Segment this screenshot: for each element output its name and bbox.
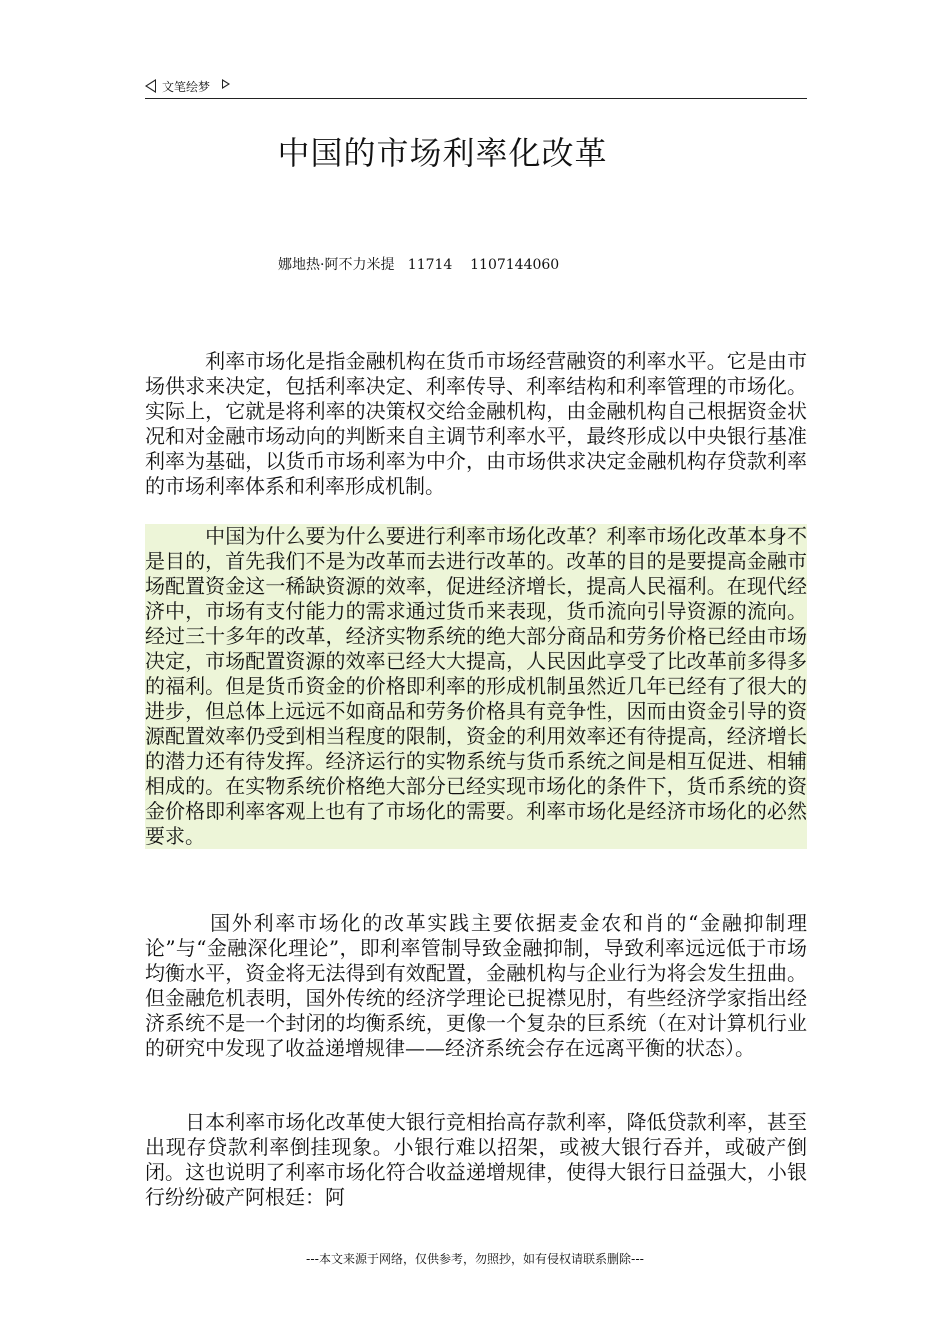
- site-name: 文笔绘梦: [162, 79, 211, 94]
- footer-notice: ---本文来源于网络，仅供参考，勿照抄，如有侵权请联系删除---: [306, 1252, 644, 1266]
- paragraph-japan-reform: 日本利率市场化改革使大银行竞相抬高存款利率，降低贷款利率，甚至出现存贷款利率倒挂现象。小银行难以招架，或被大银行吞并，或破产倒闭。这也说明了利率市场化符合收益递增规律，使得大银行日益强大，小银行纷纷破产阿根廷：阿: [145, 1110, 807, 1209]
- document-title: 中国的市场利率化改革: [277, 134, 608, 172]
- triangle-left-icon: [145, 79, 156, 93]
- page-header: [145, 74, 807, 99]
- paragraph-highlighted-reason: 中国为什么要为什么要进行利率市场化改革？利率市场化改革本身不是目的，首先我们不是为改革而去进行改革的。改革的目的是要提高金融市场配置资金这一稀缺资源的效率，促进经济增长，提高人民福利。在现代经济中，市场有支付能力的需求通过货币来表现，货币流向引导资源的流向。经过三十多年的改革，经济实物系统的绝大部分商品和劳务价格已经由市场决定，市场配置资源的效率已经大大提高，人民因此享受了比改革前多得多的福利。但是货币资金的价格即利率的形成机制虽然近几年已经有了很大的进步，但总体上远远不如商品和劳务价格具有竞争性，因而由资金引导的资源配置效率仍受到相当程度的限制，资金的利用效率还有待提高，经济增长的潜力还有待发挥。经济运行的实物系统与货币系统之间是相互促进、相辅相成的。在实物系统价格绝大部分已经实现市场化的条件下，货币系统的资金价格即利率客观上也有了市场化的需要。利率市场化是经济市场化的必然要求。: [145, 524, 807, 848]
- paragraph-definition: 利率市场化是指金融机构在货币市场经营融资的利率水平。它是由市场供求来决定，包括利率决定、利率传导、利率结构和利率管理的市场化。实际上，它就是将利率的决策权交给金融机构，由金融机构自己根据资金状况和对金融市场动向的判断来自主调节利率水平，最终形成以中央银行基准利率为基础，以货币市场利率为中介，由市场供求决定金融机构存贷款利率的市场利率体系和利率形成机制。: [145, 349, 807, 498]
- author-line: 娜地热·阿不力米提 11714 1107144060: [278, 257, 560, 273]
- paragraph-foreign-practice: 国外利率市场化的改革实践主要依据麦金农和肖的“金融抑制理论”与“金融深化理论”，即利率管制导致金融抑制，导致利率远远低于市场均衡水平，资金将无法得到有效配置，金融机构与企业行为将会发生扭曲。但金融危机表明，国外传统的经济学理论已捉襟见肘，有些经济学家指出经济系统不是一个封闭的均衡系统，更像一个复杂的巨系统（在对计算机行业的研究中发现了收益递增规律——经济系统会存在远离平衡的状态）。: [145, 911, 807, 1060]
- triangle-right-icon: [222, 79, 230, 89]
